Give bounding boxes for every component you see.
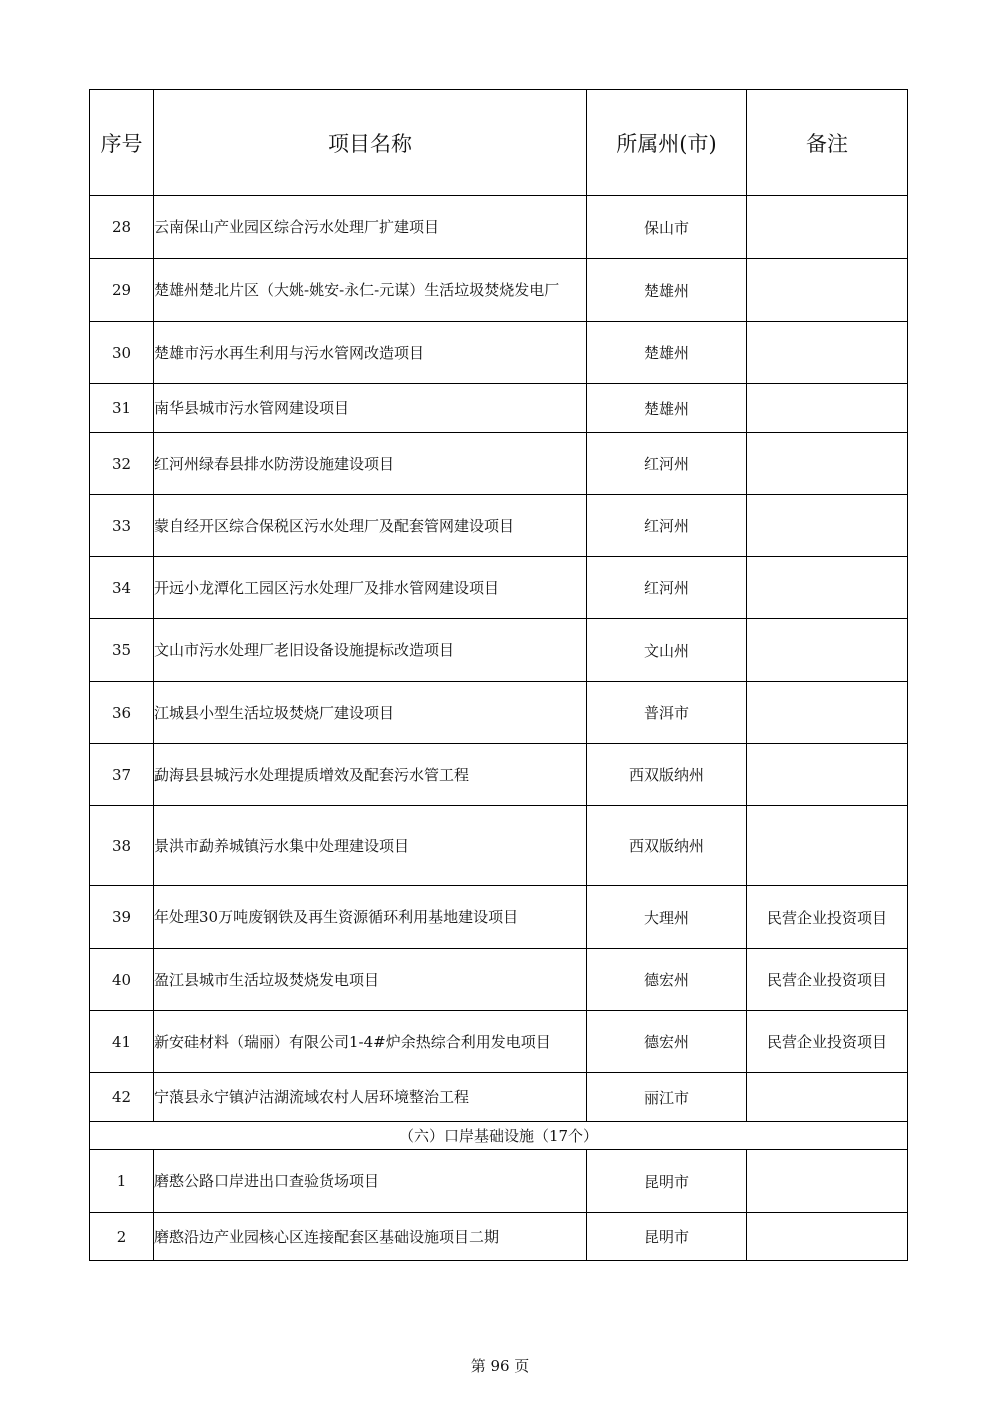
row-region: 红河州 bbox=[587, 495, 747, 557]
row-note bbox=[747, 806, 908, 886]
table-row bbox=[90, 886, 908, 949]
row-name: 年处理30万吨废钢铁及再生资源循环利用基地建设项目 bbox=[154, 886, 587, 949]
row-name: 新安硅材料（瑞丽）有限公司1-4#炉余热综合利用发电项目 bbox=[154, 1011, 587, 1073]
row-note bbox=[747, 1213, 908, 1261]
row-seq: 32 bbox=[90, 433, 154, 495]
row-note: 民营企业投资项目 bbox=[747, 1011, 908, 1073]
table-row bbox=[90, 682, 908, 744]
header-seq: 序号 bbox=[90, 90, 154, 196]
row-note bbox=[747, 619, 908, 682]
row-region: 大理州 bbox=[587, 886, 747, 949]
row-seq: 42 bbox=[90, 1073, 154, 1122]
row-note bbox=[747, 259, 908, 322]
row-note bbox=[747, 1150, 908, 1213]
row-seq: 31 bbox=[90, 384, 154, 433]
row-name: 江城县小型生活垃圾焚烧厂建设项目 bbox=[154, 682, 587, 744]
row-name: 楚雄市污水再生利用与污水管网改造项目 bbox=[154, 322, 587, 384]
row-note bbox=[747, 495, 908, 557]
row-region: 西双版纳州 bbox=[587, 806, 747, 886]
page-number: 第 96 页 bbox=[470, 1357, 530, 1375]
project-table bbox=[89, 89, 908, 1261]
row-name: 南华县城市污水管网建设项目 bbox=[154, 384, 587, 433]
row-region: 昆明市 bbox=[587, 1150, 747, 1213]
row-region: 昆明市 bbox=[587, 1213, 747, 1261]
row-seq: 39 bbox=[90, 886, 154, 949]
header-row bbox=[90, 90, 908, 196]
row-seq: 2 bbox=[90, 1213, 154, 1261]
row-seq: 1 bbox=[90, 1150, 154, 1213]
table-row bbox=[90, 1011, 908, 1073]
row-seq: 35 bbox=[90, 619, 154, 682]
row-seq: 38 bbox=[90, 806, 154, 886]
row-name: 蒙自经开区综合保税区污水处理厂及配套管网建设项目 bbox=[154, 495, 587, 557]
header-name: 项目名称 bbox=[154, 90, 587, 196]
row-note bbox=[747, 744, 908, 806]
row-name: 云南保山产业园区综合污水处理厂扩建项目 bbox=[154, 196, 587, 259]
row-seq: 34 bbox=[90, 557, 154, 619]
table-row bbox=[90, 196, 908, 259]
row-region: 德宏州 bbox=[587, 1011, 747, 1073]
table-row bbox=[90, 557, 908, 619]
row-name: 勐海县县城污水处理提质增效及配套污水管工程 bbox=[154, 744, 587, 806]
table-row bbox=[90, 322, 908, 384]
row-region: 楚雄州 bbox=[587, 259, 747, 322]
row-region: 楚雄州 bbox=[587, 322, 747, 384]
row-region: 保山市 bbox=[587, 196, 747, 259]
row-name: 盈江县城市生活垃圾焚烧发电项目 bbox=[154, 949, 587, 1011]
table-row bbox=[90, 744, 908, 806]
row-seq: 29 bbox=[90, 259, 154, 322]
row-seq: 41 bbox=[90, 1011, 154, 1073]
row-note bbox=[747, 682, 908, 744]
row-name: 磨憨公路口岸进出口查验货场项目 bbox=[154, 1150, 587, 1213]
row-name: 楚雄州楚北片区（大姚-姚安-永仁-元谋）生活垃圾焚烧发电厂 bbox=[154, 259, 587, 322]
row-seq: 40 bbox=[90, 949, 154, 1011]
table-row bbox=[90, 384, 908, 433]
row-region: 楚雄州 bbox=[587, 384, 747, 433]
header-note: 备注 bbox=[747, 90, 908, 196]
row-note bbox=[747, 196, 908, 259]
row-note: 民营企业投资项目 bbox=[747, 949, 908, 1011]
row-region: 丽江市 bbox=[587, 1073, 747, 1122]
row-note bbox=[747, 322, 908, 384]
section-title: （六）口岸基础设施（17个） bbox=[90, 1122, 908, 1150]
table-row bbox=[90, 806, 908, 886]
row-seq: 33 bbox=[90, 495, 154, 557]
row-name: 磨憨沿边产业园核心区连接配套区基础设施项目二期 bbox=[154, 1213, 587, 1261]
row-seq: 36 bbox=[90, 682, 154, 744]
row-note bbox=[747, 433, 908, 495]
section-row bbox=[90, 1122, 908, 1150]
row-note: 民营企业投资项目 bbox=[747, 886, 908, 949]
table-row bbox=[90, 1073, 908, 1122]
row-region: 普洱市 bbox=[587, 682, 747, 744]
row-name: 宁蒗县永宁镇泸沽湖流域农村人居环境整治工程 bbox=[154, 1073, 587, 1122]
row-name: 红河州绿春县排水防涝设施建设项目 bbox=[154, 433, 587, 495]
row-seq: 28 bbox=[90, 196, 154, 259]
row-name: 开远小龙潭化工园区污水处理厂及排水管网建设项目 bbox=[154, 557, 587, 619]
row-note bbox=[747, 557, 908, 619]
table-row bbox=[90, 619, 908, 682]
table-row bbox=[90, 495, 908, 557]
row-region: 西双版纳州 bbox=[587, 744, 747, 806]
header-region: 所属州(市) bbox=[587, 90, 747, 196]
table-row bbox=[90, 259, 908, 322]
row-region: 红河州 bbox=[587, 433, 747, 495]
row-seq: 37 bbox=[90, 744, 154, 806]
row-note bbox=[747, 384, 908, 433]
table-row bbox=[90, 1150, 908, 1213]
table-row bbox=[90, 1213, 908, 1261]
row-note bbox=[747, 1073, 908, 1122]
row-region: 文山州 bbox=[587, 619, 747, 682]
row-name: 景洪市勐养城镇污水集中处理建设项目 bbox=[154, 806, 587, 886]
row-region: 德宏州 bbox=[587, 949, 747, 1011]
row-region: 红河州 bbox=[587, 557, 747, 619]
row-seq: 30 bbox=[90, 322, 154, 384]
table-row bbox=[90, 949, 908, 1011]
row-name: 文山市污水处理厂老旧设备设施提标改造项目 bbox=[154, 619, 587, 682]
table-row bbox=[90, 433, 908, 495]
